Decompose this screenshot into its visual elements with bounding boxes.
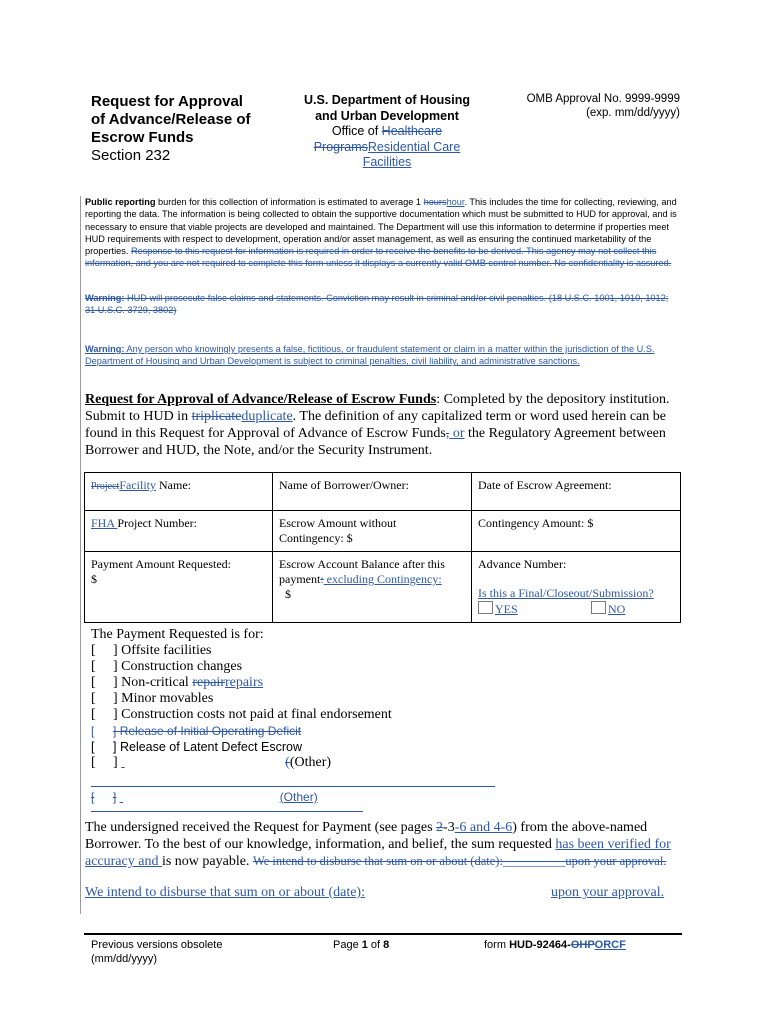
omb-number: OMB Approval No. 9999-9999 — [526, 93, 680, 105]
yes-no-options — [478, 601, 674, 617]
bracket-open: [ — [91, 707, 96, 722]
inserted-verified: has been verified for accuracy and — [85, 837, 671, 869]
checklist-item-deleted[interactable] — [91, 723, 301, 739]
escrow-info-table — [84, 472, 681, 623]
bracket-close: ] — [113, 707, 118, 722]
advance-number-label: Advance Number: — [478, 557, 567, 571]
checklist-item[interactable] — [91, 643, 212, 659]
disburse-sentence — [85, 884, 681, 901]
yes-checkbox[interactable] — [478, 601, 493, 614]
undersigned-text2: ) from the above-named Borrower. To the best of our knowledge, information, and belief, the sum requested — [85, 820, 648, 852]
other2-label: (Other) — [279, 790, 318, 804]
revision-change-bar — [80, 196, 81, 914]
borrower-name-cell[interactable] — [273, 473, 472, 511]
intro-paragraph — [85, 391, 681, 459]
item-label: Offsite facilities — [121, 643, 212, 658]
previous-versions-note: Previous versions obsolete — [91, 939, 223, 951]
agency-line-2: and Urban Development — [315, 108, 459, 123]
borrower-name-label: Name of Borrower/Owner: — [279, 478, 409, 492]
fha-number-cell[interactable] — [85, 511, 273, 552]
bracket-open: [ — [91, 691, 96, 706]
escrow-balance-line2 — [279, 572, 465, 587]
escrow-amount-cell[interactable] — [273, 511, 472, 552]
payment-amount-dollar: $ — [91, 572, 97, 586]
table-row — [85, 552, 681, 623]
undersigned-dash: -3 — [443, 820, 455, 835]
page-indicator — [333, 938, 389, 952]
checklist-item[interactable] — [91, 675, 263, 691]
no-checkbox[interactable] — [591, 601, 606, 614]
advance-number-spacer — [478, 572, 674, 586]
page-of: of — [367, 939, 384, 951]
bracket-open: [ — [91, 675, 96, 690]
table-row — [85, 473, 681, 511]
project-number-label: Project Number: — [117, 516, 197, 530]
contingency-amount-label: Contingency Amount: $ — [478, 516, 594, 530]
deleted-repair: repair — [192, 675, 225, 690]
page-number: 1 — [361, 939, 368, 951]
checklist-item[interactable] — [91, 691, 213, 707]
item-label: Minor movables — [121, 691, 214, 706]
contingency-amount-cell[interactable] — [472, 511, 681, 552]
other2-blank[interactable] — [120, 789, 280, 805]
office-deleted: Healthcare Programs — [313, 124, 443, 154]
form-inserted: ORCF — [594, 939, 626, 951]
intro-text2: . The definition of any capitalized term or word used herein can be found in this Request for Approval of Advance of Escrow Funds — [85, 409, 666, 441]
escrow-balance-dollar: $ — [285, 587, 291, 601]
public-reporting-text1: burden for this collection of information is estimated to average 1 — [155, 197, 424, 207]
office-inserted: Residential Care Facilities — [362, 139, 461, 169]
escrow-balance-prefix: payment — [279, 572, 321, 586]
item-label: Release of Latent Defect Escrow — [119, 740, 303, 754]
escrow-amount-label-1: Escrow Amount without — [279, 516, 397, 530]
escrow-date-cell[interactable] — [472, 473, 681, 511]
intro-text1: : Completed by the depository institution. Submit to HUD in — [85, 392, 670, 424]
form-prefix: form — [484, 939, 510, 951]
yes-label: YES — [495, 602, 518, 616]
form-title — [91, 93, 281, 165]
checklist-item[interactable] — [91, 707, 392, 723]
other2-divider-line — [91, 811, 363, 812]
intro-text3: the Regulatory Agreement between Borrower and HUD, the Note, and/or the Security Instrument. — [85, 426, 666, 458]
inserted-hour: hour — [446, 197, 465, 207]
payment-for-heading: The Payment Requested is for: — [91, 627, 264, 642]
inserted-duplicate: duplicate — [241, 409, 293, 424]
escrow-date-label: Date of Escrow Agreement: — [478, 478, 612, 492]
deleted-disburse-sentence: We intend to disburse that sum on or about (date):__________upon your approval. — [252, 854, 667, 868]
inserted-facility: Facility — [119, 478, 156, 492]
section-label: Section 232 — [91, 147, 171, 164]
item-label: Construction changes — [121, 659, 243, 674]
omb-expiration: (exp. mm/dd/yyyy) — [586, 107, 680, 119]
bracket-open: [ — [91, 724, 95, 738]
undersigned-text3: is now payable. — [161, 854, 253, 869]
other-blank[interactable] — [121, 755, 285, 771]
warning-deleted-text: HUD will prosecute false claims and statements. Conviction may result in criminal and/or civil penalties. (18 U.S.C. 1001, 1010, 1012; 31 U.S.C. 3729, 3802) — [85, 293, 669, 316]
inserted-fha: FHA — [91, 516, 118, 530]
checklist-item-other-2[interactable]: [ ] (Other) — [91, 790, 318, 804]
page-total: 8 — [383, 939, 390, 951]
disburse-date-blank[interactable] — [365, 884, 551, 901]
page-prefix: Page — [333, 939, 362, 951]
other-deleted-paren: ( — [285, 755, 290, 770]
undersigned-paragraph — [85, 819, 681, 870]
warning-deleted — [85, 292, 680, 317]
office-prefix: Office of — [331, 124, 382, 138]
item-label: Release of Initial Operating Deficit — [119, 724, 302, 738]
footer-left — [91, 938, 222, 966]
payment-amount-cell[interactable] — [85, 552, 273, 623]
payment-amount-label: Payment Amount Requested: — [91, 557, 231, 571]
bracket-close: ] — [113, 740, 117, 754]
office-line — [298, 124, 476, 171]
advance-number-cell[interactable] — [472, 552, 681, 623]
escrow-balance-cell[interactable] — [273, 552, 472, 623]
deleted-triplicate: triplicate — [191, 409, 242, 424]
checklist-item[interactable] — [91, 659, 242, 675]
deleted-page-2: 2 — [436, 820, 444, 835]
warning-deleted-label: Warning: — [85, 293, 125, 303]
facility-name-label: Name: — [156, 478, 191, 492]
agency-block — [298, 93, 476, 171]
other-label: (Other) — [289, 755, 332, 770]
inserted-excluding: excluding Contingency: — [323, 572, 442, 586]
form-deleted: OHP — [570, 939, 595, 951]
deleted-response-text: Response to this request for information is required in order to receive the benefits to be derived. This agency may not collect this information, and you are not required to complete this form unless it displays a currently valid OMB control number. No confidentiality is assured. — [85, 246, 672, 269]
bracket-close: ] — [113, 675, 118, 690]
title-line-2: of Advance/Release of — [91, 111, 251, 128]
bracket-open: [ — [91, 740, 95, 754]
escrow-balance-label: Escrow Account Balance after this — [279, 557, 445, 571]
undersigned-text1: The undersigned received the Request for Payment (see pages — [85, 820, 437, 835]
facility-name-cell[interactable] — [85, 473, 273, 511]
inserted-pages: -6 and 4-6 — [454, 820, 513, 835]
final-closeout-question: Is this a Final/Closeout/Submission? — [478, 586, 654, 600]
inserted-or: or — [449, 426, 465, 441]
disburse-approval: upon your approval. — [550, 885, 665, 900]
escrow-amount-label-2: Contingency: $ — [279, 531, 353, 545]
other-divider-line — [91, 786, 495, 787]
bracket-open: [ — [91, 659, 96, 674]
form-number-main: HUD-92464- — [509, 939, 571, 951]
form-number — [484, 938, 626, 952]
title-line-3: Escrow Funds — [91, 129, 194, 146]
agency-line-1: U.S. Department of Housing — [304, 93, 470, 107]
warning-inserted-text: Any person who knowingly presents a false, fictitious, or fraudulent statement or claim in a matter within the jurisdiction of the U.S. Department of Housing and Urban Development is subject to criminal penalties, civil liability, and administrative sanctions. — [85, 344, 655, 367]
bracket-open: [ — [91, 643, 96, 658]
deleted-colon: : — [320, 572, 324, 586]
no-label: NO — [608, 602, 626, 616]
item-label: Non-critical — [121, 675, 193, 690]
deleted-hours: hours — [423, 197, 447, 207]
disburse-label: We intend to disburse that sum on or about (date): — [85, 885, 365, 900]
public-reporting-lead: Public reporting — [85, 197, 156, 207]
warning-inserted — [85, 343, 680, 368]
table-row — [85, 511, 681, 552]
warning-inserted-label: Warning: — [85, 344, 125, 354]
bracket-close: ] — [113, 659, 118, 674]
inserted-repairs: repairs — [224, 675, 264, 690]
checklist-item-other[interactable]: [ ] ((Other) — [91, 755, 332, 770]
title-line-1: Request for Approval — [91, 93, 243, 110]
bracket-close: ] — [113, 724, 117, 738]
item-label: Construction costs not paid at final endorsement — [121, 707, 392, 722]
checklist-item[interactable] — [91, 739, 302, 755]
omb-block — [500, 92, 680, 120]
footer-rule — [84, 933, 682, 935]
bracket-close: ] — [113, 643, 118, 658]
intro-title: Request for Approval of Advance/Release of Escrow Funds — [85, 392, 437, 407]
deleted-project: Project — [91, 481, 120, 492]
bracket-close: ] — [113, 691, 118, 706]
public-reporting-paragraph — [85, 196, 680, 270]
deleted-comma: , — [445, 426, 450, 441]
footer-date: (mm/dd/yyyy) — [91, 953, 157, 965]
public-reporting-text2: . This includes the time for collecting, reviewing, and reporting the data. The information is being collected to obtain the supportive documentation which must be submitted to HUD for approval, and is necessary to ensure that viable projects are developed and maintained. The Department will use this information to determine if properties meet HUD requirements with respect to development, operation and/or asset management, as well as ensuring the continued marketability of the properties. — [85, 197, 677, 257]
